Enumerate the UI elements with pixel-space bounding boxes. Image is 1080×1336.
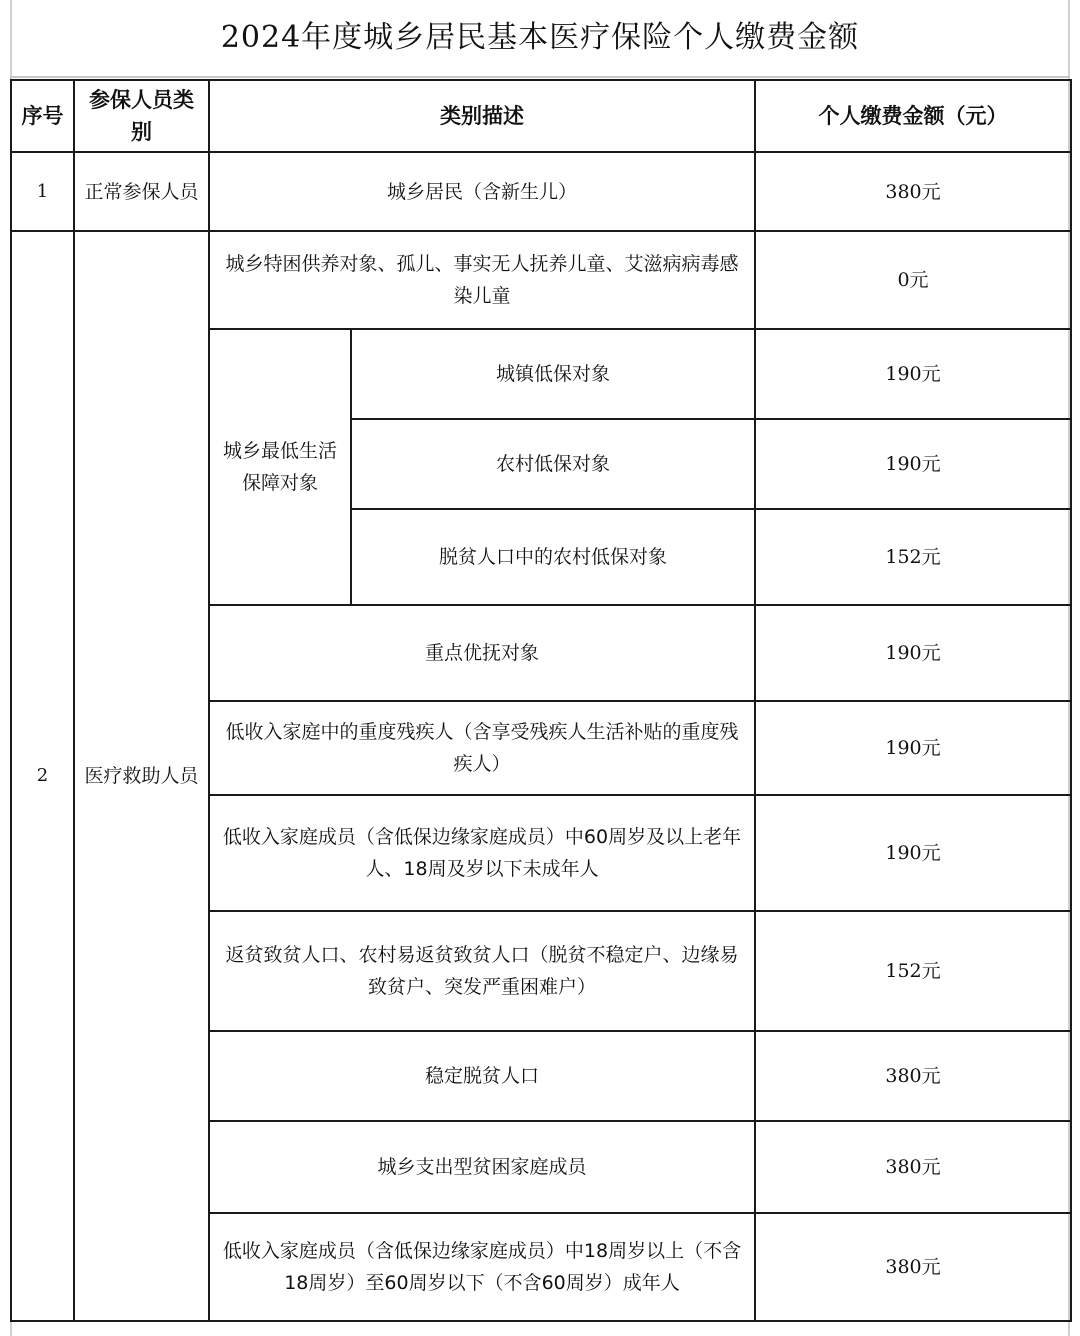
document-title: 2024年度城乡居民基本医疗保险个人缴费金额 [220,20,860,55]
amount-cell: 380元 [755,152,1071,231]
description-cell: 城乡特困供养对象、孤儿、事实无人抚养儿童、艾滋病病毒感染儿童 [209,231,755,329]
header-description: 类别描述 [209,80,755,152]
description-cell: 重点优抚对象 [209,605,755,701]
amount-cell: 190元 [755,329,1071,419]
amount-cell: 380元 [755,1121,1071,1213]
seq-cell: 2 [11,231,74,1321]
subcategory-cell: 城乡最低生活保障对象 [209,329,351,605]
amount-cell: 0元 [755,231,1071,329]
seq-cell: 1 [11,152,74,231]
description-cell: 城镇低保对象 [351,329,755,419]
amount-cell: 152元 [755,509,1071,605]
description-cell: 农村低保对象 [351,419,755,509]
amount-cell: 190元 [755,605,1071,701]
fee-table [10,79,1072,1322]
header-amount: 个人缴费金额（元） [755,80,1071,152]
description-cell: 脱贫人口中的农村低保对象 [351,509,755,605]
description-cell: 城乡居民（含新生儿） [209,152,755,231]
amount-cell: 380元 [755,1213,1071,1321]
header-category: 参保人员类别 [74,80,209,152]
description-cell: 城乡支出型贫困家庭成员 [209,1121,755,1213]
table-row [11,231,1071,329]
amount-cell: 190元 [755,701,1071,795]
description-cell: 稳定脱贫人口 [209,1031,755,1121]
title-divider [10,76,1070,78]
description-cell: 低收入家庭成员（含低保边缘家庭成员）中60周岁及以上老年人、18周及岁以下未成年人 [209,795,755,911]
description-cell: 返贫致贫人口、农村易返贫致贫人口（脱贫不稳定户、边缘易致贫户、突发严重困难户） [209,911,755,1031]
amount-cell: 380元 [755,1031,1071,1121]
description-cell: 低收入家庭成员（含低保边缘家庭成员）中18周岁以上（不含18周岁）至60周岁以下（不含60周岁）成年人 [209,1213,755,1321]
table-row [11,152,1071,231]
amount-cell: 190元 [755,795,1071,911]
description-cell: 低收入家庭中的重度残疾人（含享受残疾人生活补贴的重度残疾人） [209,701,755,795]
table-header-row [11,80,1071,152]
amount-cell: 152元 [755,911,1071,1031]
amount-cell: 190元 [755,419,1071,509]
category-cell: 医疗救助人员 [74,231,209,1321]
header-seq: 序号 [11,80,74,152]
category-cell: 正常参保人员 [74,152,209,231]
